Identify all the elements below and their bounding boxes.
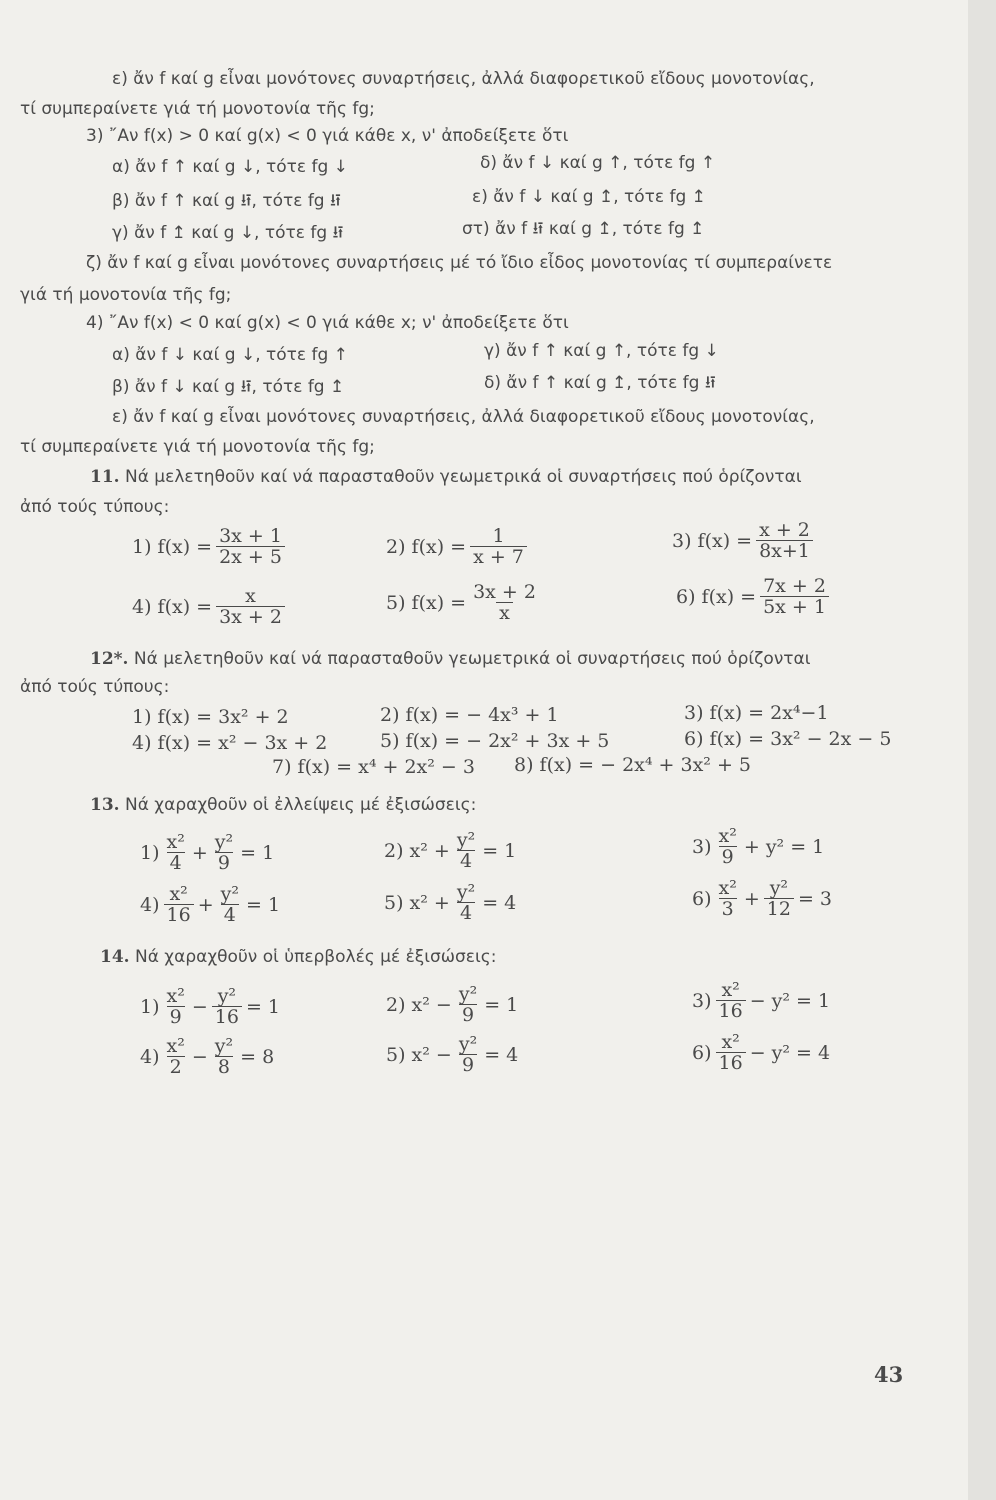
text-line: τί συμπεραίνετε γιά τή μονοτονία τῆς fg; (20, 437, 375, 457)
text-line: ε) ἄν f ↓ καί g ↥, τότε fg ↥ (472, 187, 706, 207)
numerator: x² (718, 825, 737, 847)
denominator: 16 (716, 1052, 746, 1073)
equation-label: 1) (140, 841, 160, 864)
text-line: γ) ἄν f ↥ καί g ↓, τότε fg ⭿ (112, 223, 344, 243)
denominator: 16 (164, 904, 194, 925)
denominator: 3 (719, 898, 737, 919)
formula (386, 526, 531, 567)
fraction (164, 1036, 188, 1077)
text-line: 3) ῎Αν f(x) > 0 καί g(x) < 0 γιά κάθε x, ν' ἀποδείξετε ὅτι (86, 126, 569, 146)
fraction (756, 520, 813, 561)
text-line: γιά τή μονοτονία τῆς fg; (20, 285, 232, 305)
text-line: τί συμπεραίνετε γιά τή μονοτονία τῆς fg; (20, 99, 375, 119)
fraction (716, 1032, 746, 1073)
fraction (164, 986, 188, 1027)
fraction (212, 832, 236, 873)
formula-label: 1) f(x) = (132, 535, 213, 558)
numerator: y² (214, 831, 234, 853)
operator: + (197, 893, 214, 916)
fraction (212, 1036, 236, 1077)
fraction (212, 986, 242, 1027)
equation-rhs: = 3 (797, 887, 833, 910)
operator: + (743, 887, 760, 910)
fraction (716, 826, 740, 867)
equation-rhs: = 1 (245, 893, 281, 916)
numerator: y² (769, 877, 789, 899)
equation-label: 4) (140, 893, 160, 916)
formula (676, 576, 833, 617)
equation (692, 878, 832, 919)
fraction (470, 526, 527, 567)
numerator: y² (456, 881, 476, 903)
fraction (456, 1034, 480, 1075)
equation (140, 986, 280, 1027)
denominator: 16 (212, 1006, 242, 1027)
exercise-number: 12*. (90, 649, 129, 669)
equation-label: 6) (692, 887, 712, 910)
fraction (216, 526, 285, 567)
denominator: 9 (167, 1006, 185, 1027)
equation-label: 3) (692, 835, 712, 858)
equation (384, 882, 516, 923)
formula-label: 5) f(x) = (386, 591, 467, 614)
exercise-number: 13. (90, 795, 120, 815)
text-line: α) ἄν f ↓ καί g ↓, τότε fg ↑ (112, 345, 348, 365)
text-line: ε) ἄν f καί g εἶναι μονότονες συναρτήσεις, ἀλλά διαφορετικοῦ εἴδους μονοτονίας, (112, 407, 815, 427)
numerator: 3x + 1 (219, 525, 282, 547)
formula: 5) f(x) = − 2x² + 3x + 5 (380, 730, 610, 752)
fraction (470, 582, 539, 623)
text-line: δ) ἄν f ↑ καί g ↥, τότε fg ⭿ (484, 373, 716, 393)
denominator: 12 (764, 898, 794, 919)
numerator: x² (166, 831, 185, 853)
operator: − (191, 995, 208, 1018)
formula-label: 3) f(x) = (672, 529, 753, 552)
page-edge-shadow (968, 0, 996, 1500)
equation-label: 6) (692, 1041, 712, 1064)
denominator: 3x + 2 (216, 606, 285, 627)
denominator: 5x + 1 (760, 596, 829, 617)
fraction (164, 884, 194, 925)
numerator: x² (721, 1031, 740, 1053)
formula: 1) f(x) = 3x² + 2 (132, 706, 289, 728)
fraction (218, 884, 242, 925)
exercise-title: Νά χαραχθοῦν οἱ ὑπερβολές μέ ἐξισώσεις: (134, 947, 497, 967)
formula-label: 6) f(x) = (676, 585, 757, 608)
numerator: y² (214, 1035, 234, 1057)
formula (672, 520, 817, 561)
denominator: 2x + 5 (216, 546, 285, 567)
equation-rhs: = 4 (484, 1043, 519, 1066)
exercise-title: Νά μελετηθοῦν καί νά παρασταθοῦν γεωμετρικά οἱ συναρτήσεις πού ὁρίζονται (124, 467, 802, 487)
equation-label: 1) (140, 995, 160, 1018)
numerator: y² (456, 829, 476, 851)
denominator: 4 (167, 852, 185, 873)
numerator: x² (718, 877, 737, 899)
numerator: x + 2 (759, 519, 810, 541)
equation-rhs: = 4 (482, 891, 517, 914)
formula: 3) f(x) = 2x⁴−1 (684, 702, 829, 724)
equation-rhs: + y² = 1 (743, 835, 825, 858)
equation (386, 984, 518, 1025)
exercise-14-heading (100, 946, 496, 968)
denominator: 9 (215, 852, 233, 873)
text-line: ἀπό τούς τύπους: (20, 677, 170, 697)
equation-label: 5) x² − (386, 1043, 452, 1066)
formula: 7) f(x) = x⁴ + 2x² − 3 (272, 756, 475, 778)
formula (386, 582, 543, 623)
equation (692, 1032, 830, 1073)
equation (386, 1034, 518, 1075)
denominator: 9 (459, 1004, 477, 1025)
denominator: 16 (716, 1000, 746, 1021)
fraction (164, 832, 188, 873)
numerator: y² (458, 983, 478, 1005)
fraction (716, 878, 740, 919)
equation-label: 2) x² − (386, 993, 452, 1016)
equation-rhs: = 1 (240, 841, 275, 864)
denominator: 9 (719, 846, 737, 867)
equation-label: 4) (140, 1045, 160, 1068)
denominator: 4 (457, 902, 475, 923)
page-number: 43 (874, 1362, 904, 1387)
denominator: 9 (459, 1054, 477, 1075)
numerator: 3x + 2 (473, 581, 536, 603)
equation-rhs: = 1 (484, 993, 519, 1016)
equation-label: 3) (692, 989, 712, 1012)
equation (140, 832, 274, 873)
fraction (764, 878, 794, 919)
text-line: ζ) ἄν f καί g εἶναι μονότονες συναρτήσεις μέ τό ἴδιο εἶδος μονοτονίας τί συμπεραίνετε (86, 253, 833, 273)
text-line: ε) ἄν f καί g εἶναι μονότονες συναρτήσεις, ἀλλά διαφορετικοῦ εἴδους μονοτονίας, (112, 69, 815, 89)
operator: + (191, 841, 208, 864)
denominator: x (496, 602, 513, 623)
numerator: y² (217, 985, 237, 1007)
text-line: δ) ἄν f ↓ καί g ↑, τότε fg ↑ (480, 153, 716, 173)
equation-rhs: = 1 (482, 839, 517, 862)
fraction (760, 576, 829, 617)
exercise-number: 11. (90, 467, 120, 487)
formula-label: 4) f(x) = (132, 595, 213, 618)
equation-rhs: − y² = 1 (749, 989, 831, 1012)
equation-label: 5) x² + (384, 891, 450, 914)
numerator: x² (166, 985, 185, 1007)
equation-label: 2) x² + (384, 839, 450, 862)
fraction (456, 984, 480, 1025)
fraction (216, 586, 285, 627)
exercise-number: 14. (100, 947, 130, 967)
exercise-title: Νά μελετηθοῦν καί νά παρασταθοῦν γεωμετρικά οἱ συναρτήσεις πού ὁρίζονται (133, 649, 811, 669)
text-line: στ) ἄν f ⭿ καί g ↥, τότε fg ↥ (462, 219, 705, 239)
text-line: β) ἄν f ↑ καί g ⭿, τότε fg ⭿ (112, 191, 341, 211)
formula (132, 526, 289, 567)
text-line: 4) ῎Αν f(x) < 0 καί g(x) < 0 γιά κάθε x; ν' ἀποδείξετε ὅτι (86, 313, 569, 333)
formula: 6) f(x) = 3x² − 2x − 5 (684, 728, 892, 750)
equation-rhs: = 1 (245, 995, 281, 1018)
numerator: y² (220, 883, 239, 905)
equation (140, 884, 280, 925)
denominator: 4 (221, 904, 239, 925)
formula-label: 2) f(x) = (386, 535, 467, 558)
exercise-11-heading (90, 466, 802, 488)
fraction (454, 830, 478, 871)
numerator: x² (166, 1035, 185, 1057)
numerator: y² (458, 1033, 478, 1055)
numerator: x² (169, 883, 188, 905)
equation (692, 980, 830, 1021)
equation-rhs: − y² = 4 (749, 1041, 831, 1064)
denominator: 4 (457, 850, 475, 871)
equation (384, 830, 516, 871)
formula: 8) f(x) = − 2x⁴ + 3x² + 5 (514, 754, 751, 776)
text-line: ἀπό τούς τύπους: (20, 497, 170, 517)
exercise-title: Νά χαραχθοῦν οἱ ἐλλείψεις μέ ἐξισώσεις: (124, 795, 477, 815)
denominator: 8x+1 (756, 540, 813, 561)
exercise-13-heading (90, 794, 476, 816)
equation (692, 826, 824, 867)
numerator: 1 (492, 525, 505, 547)
formula: 4) f(x) = x² − 3x + 2 (132, 732, 328, 754)
text-line: γ) ἄν f ↑ καί g ↑, τότε fg ↓ (484, 341, 719, 361)
fraction (716, 980, 746, 1021)
text-line: β) ἄν f ↓ καί g ⭿, τότε fg ↥ (112, 377, 345, 397)
equation (140, 1036, 274, 1077)
text-line: α) ἄν f ↑ καί g ↓, τότε fg ↓ (112, 157, 348, 177)
denominator: 8 (215, 1056, 233, 1077)
operator: − (191, 1045, 208, 1068)
formula: 2) f(x) = − 4x³ + 1 (380, 704, 559, 726)
formula (132, 586, 289, 627)
denominator: x + 7 (470, 546, 527, 567)
denominator: 2 (167, 1056, 185, 1077)
exercise-12-heading (90, 648, 811, 670)
fraction (454, 882, 478, 923)
equation-rhs: = 8 (240, 1045, 275, 1068)
numerator: x² (721, 979, 740, 1001)
numerator: x (245, 585, 256, 607)
numerator: 7x + 2 (763, 575, 826, 597)
